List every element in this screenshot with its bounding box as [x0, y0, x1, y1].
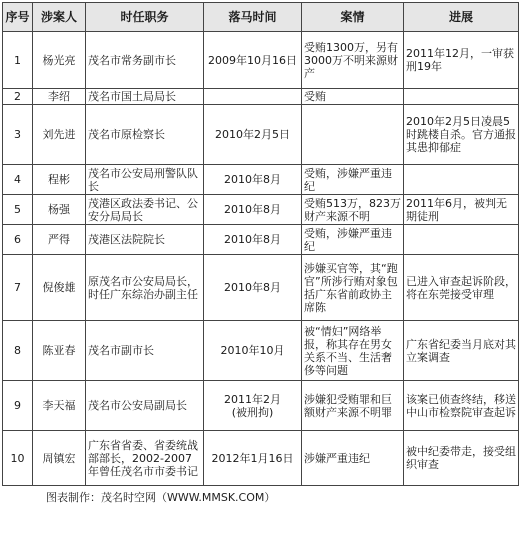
row-number-cell: 8: [3, 321, 33, 381]
case-details-cell: 被“情妇”网络举报，称其存在男女关系不当、生活奢侈等问题: [302, 321, 404, 381]
case-progress-cell: 被中纪委带走，接受组织审查: [404, 431, 519, 486]
row-number-cell: 4: [3, 165, 33, 195]
person-name-cell: 严得: [33, 225, 86, 255]
fall-date-cell: 2009年10月16日: [204, 32, 302, 89]
case-details-cell: 受贿: [302, 89, 404, 105]
case-progress-cell: 该案已侦查终结，移送中山市检察院审查起诉: [404, 381, 519, 431]
header-progress: 进展: [404, 3, 519, 32]
fall-date-cell: [204, 89, 302, 105]
case-details-cell: 受贿，涉嫌严重违纪: [302, 165, 404, 195]
position-cell: 茂名市原检察长: [86, 105, 204, 165]
row-number-cell: 7: [3, 255, 33, 321]
case-progress-cell: [404, 225, 519, 255]
person-name-cell: 李绍: [33, 89, 86, 105]
position-cell: 原茂名市公安局局长，时任广东综治办副主任: [86, 255, 204, 321]
case-details-cell: 涉嫌犯受贿罪和巨额财产来源不明罪: [302, 381, 404, 431]
header-case: 案情: [302, 3, 404, 32]
position-cell: 茂港区政法委书记、公安分局局长: [86, 195, 204, 225]
case-progress-cell: [404, 89, 519, 105]
person-name-cell: 程彬: [33, 165, 86, 195]
case-progress-cell: 已进入审查起诉阶段，将在东莞接受审理: [404, 255, 519, 321]
position-cell: 茂名市公安局刑警队队长: [86, 165, 204, 195]
table-row: [3, 32, 519, 89]
case-details-cell: 受贿513万，823万财产来源不明: [302, 195, 404, 225]
table-row: [3, 255, 519, 321]
row-number-cell: 6: [3, 225, 33, 255]
row-number-cell: 3: [3, 105, 33, 165]
table-row: [3, 431, 519, 486]
table-row: [3, 165, 519, 195]
position-cell: 茂名市公安局副局长: [86, 381, 204, 431]
position-cell: 茂名市副市长: [86, 321, 204, 381]
table-row: [3, 321, 519, 381]
case-progress-cell: 2011年12月，一审获刑19年: [404, 32, 519, 89]
person-name-cell: 杨强: [33, 195, 86, 225]
officials-table: [2, 2, 519, 486]
case-details-cell: 涉嫌买官等，其“跑官”所涉行贿对象包括广东省前政协主席陈: [302, 255, 404, 321]
header-post: 时任职务: [86, 3, 204, 32]
case-progress-cell: 广东省纪委当月底对其立案调查: [404, 321, 519, 381]
row-number-cell: 5: [3, 195, 33, 225]
table-container: [2, 2, 518, 505]
case-progress-cell: 2011年6月，被判无期徒刑: [404, 195, 519, 225]
person-name-cell: 李天福: [33, 381, 86, 431]
person-name-cell: 倪俊雄: [33, 255, 86, 321]
header-name: 涉案人: [33, 3, 86, 32]
position-cell: 广东省省委、省委统战部部长，2002-2007年曾任茂名市市委书记: [86, 431, 204, 486]
case-details-cell: 受贿1300万，另有3000万不明来源财产: [302, 32, 404, 89]
fall-date-cell: 2011年2月 (被刑拘): [204, 381, 302, 431]
case-details-cell: 涉嫌严重违纪: [302, 431, 404, 486]
fall-date-cell: 2012年1月16日: [204, 431, 302, 486]
header-time: 落马时间: [204, 3, 302, 32]
fall-date-cell: 2010年8月: [204, 195, 302, 225]
case-progress-cell: [404, 165, 519, 195]
person-name-cell: 周镇宏: [33, 431, 86, 486]
table-row: [3, 225, 519, 255]
table-row: [3, 89, 519, 105]
person-name-cell: 陈亚春: [33, 321, 86, 381]
table-header-row: [3, 3, 519, 32]
case-details-cell: [302, 105, 404, 165]
case-progress-cell: 2010年2月5日凌晨5时跳楼自杀。官方通报其患抑郁症: [404, 105, 519, 165]
case-details-cell: 受贿，涉嫌严重违纪: [302, 225, 404, 255]
person-name-cell: 刘先进: [33, 105, 86, 165]
row-number-cell: 1: [3, 32, 33, 89]
fall-date-cell: 2010年2月5日: [204, 105, 302, 165]
table-row: [3, 195, 519, 225]
table-row: [3, 381, 519, 431]
person-name-cell: 杨光亮: [33, 32, 86, 89]
fall-date-cell: 2010年10月: [204, 321, 302, 381]
row-number-cell: 9: [3, 381, 33, 431]
header-no: 序号: [3, 3, 33, 32]
fall-date-cell: 2010年8月: [204, 225, 302, 255]
row-number-cell: 2: [3, 89, 33, 105]
source-credit: 图表制作：茂名时空网（WWW.MMSK.COM）: [46, 491, 276, 504]
fall-date-cell: 2010年8月: [204, 165, 302, 195]
table-row: [3, 105, 519, 165]
fall-date-cell: 2010年8月: [204, 255, 302, 321]
position-cell: 茂名市常务副市长: [86, 32, 204, 89]
position-cell: 茂港区法院院长: [86, 225, 204, 255]
position-cell: 茂名市国土局局长: [86, 89, 204, 105]
row-number-cell: 10: [3, 431, 33, 486]
